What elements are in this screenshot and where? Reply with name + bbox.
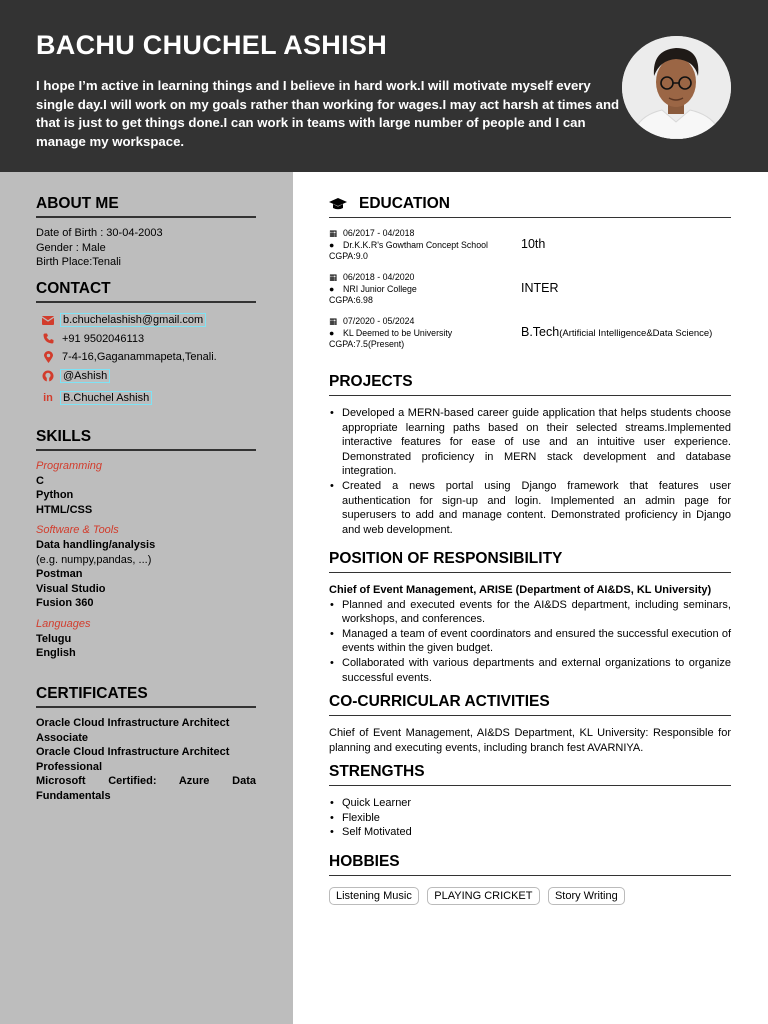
phone-icon [36,333,60,344]
skill-item: HTML/CSS [36,503,93,516]
skills-section [36,428,256,661]
software-label: Software & Tools [36,524,119,537]
map-marker-icon: ● [329,239,335,250]
skill-item: C [36,474,44,487]
edu-school: NRI Junior College [343,283,417,294]
gender-line: Gender : Male [36,241,106,254]
skill-item: Python [36,489,74,502]
languages-label: Languages [36,617,91,630]
email-row [36,311,256,330]
github-link[interactable]: @Ashish [60,369,110,383]
person-portrait-icon [622,36,731,139]
education-header [329,195,731,218]
skill-item: Visual Studio [36,582,106,595]
calendar-icon: ▦ [329,228,338,238]
cocurricular-section [329,693,731,755]
responsibility-role: Chief of Event Management, ARISE (Department of AI&DS, KL University) [329,584,712,596]
education-item [329,228,731,272]
linkedin-link[interactable]: B.Chuchel Ashish [60,391,152,405]
github-icon [36,370,60,382]
graduation-cap-icon [329,198,359,210]
github-row [36,367,256,386]
strength-item: • Quick Learner [329,796,731,811]
strength-item: • Flexible [329,811,731,826]
linkedin-row [36,389,256,408]
profile-photo [622,36,731,139]
edu-cgpa: CGPA:7.5(Present) [329,339,405,349]
projects-title: PROJECTS [329,373,731,396]
map-marker-icon: ● [329,283,335,294]
map-marker-icon [36,351,60,363]
envelope-icon [36,316,60,325]
phone-number: +91 9502046113 [62,332,145,345]
strengths-section [329,763,731,840]
edu-degree-detail: (Artificial Intelligence&Data Science) [559,328,713,339]
map-marker-icon: ● [329,327,335,338]
skill-item: Data handling/analysis [36,538,156,551]
skill-note: (e.g. numpy,pandas, ...) [36,553,152,566]
programming-label: Programming [36,460,103,472]
edu-cgpa: CGPA:6.98 [329,295,373,305]
hobby-list [329,886,731,905]
responsibility-section [329,550,731,685]
responsibility-title: POSITION OF RESPONSIBILITY [329,550,731,573]
edu-dates: 06/2017 - 04/2018 [343,228,415,238]
certificates-title: CERTIFICATES [36,685,256,708]
responsibility-item: • Collaborated with various departments and external organizations to organize successful events. [329,656,731,685]
education-section [329,195,731,360]
language-item: English [36,647,76,660]
certificate-item: Oracle Cloud Infrastructure Architect Professional [36,746,230,773]
certificate-item: Microsoft Certified: Azure Data Fundamentals [36,775,256,802]
cocurricular-title: CO-CURRICULAR ACTIVITIES [329,693,731,716]
phone-row [36,330,256,349]
education-item [329,272,731,316]
calendar-icon: ▦ [329,272,338,282]
edu-school: Dr.K.K.R's Gowtham Concept School [343,239,488,250]
about-section [36,195,256,270]
project-item: • Created a news portal using Django framework that features user authentication for sign-up and login. Implemented an admin page for superusers to add and manage content. Demonstrated proficiency in Django and web development. [329,479,731,537]
candidate-name: BACHU CHUCHEL ASHISH [36,30,388,60]
about-title: ABOUT ME [36,195,256,218]
birthplace-line: Birth Place:Tenali [36,256,121,269]
address-row [36,348,256,367]
edu-dates: 07/2020 - 05/2024 [343,316,415,326]
dob-line: Date of Birth : 30-04-2003 [36,227,163,239]
header [0,0,768,172]
hobbies-section [329,853,731,905]
skill-item: Fusion 360 [36,597,94,610]
projects-section [329,373,731,537]
education-title: EDUCATION [359,195,450,212]
edu-school: KL Deemed to be University [343,327,453,338]
certificate-item: Oracle Cloud Infrastructure Architect Associate [36,717,230,744]
certificates-section [36,685,256,804]
linkedin-icon: in [43,392,53,405]
summary-text: I hope I’m active in learning things and I believe in hard work.I will motivate myself every single day.I will work on my goals rather than working for wages.I may act harsh at times and that is just to get things done.I can work in teams with large number of people and I can manage my workspace. [36,78,620,149]
edu-degree: INTER [521,281,559,295]
hobby-tag: Story Writing [548,887,625,905]
project-item: • Developed a MERN-based career guide application that helps students choose appropriate learning paths based on their selected streams.Implemented interactive features for ease of use and an intuitive user experience. Demonstrated proficiency in MERN stack development and database integration. [329,406,731,479]
contact-section [36,280,256,408]
edu-dates: 06/2018 - 04/2020 [343,272,415,282]
skill-item: Postman [36,568,83,581]
strengths-title: STRENGTHS [329,763,731,786]
email-link[interactable]: b.chuchelashish@gmail.com [60,313,206,327]
address-text: 7-4-16,Gaganammapeta,Tenali. [62,351,217,364]
hobby-tag: PLAYING CRICKET [427,887,539,905]
strength-item: • Self Motivated [329,825,731,840]
cocurricular-text: Chief of Event Management, AI&DS Department, KL University: Responsible for planning and executing events, including branch fest AVARNIYA. [329,727,731,754]
edu-degree: 10th [521,237,546,251]
contact-title: CONTACT [36,280,256,303]
calendar-icon: ▦ [329,316,338,326]
education-item [329,316,731,360]
hobbies-title: HOBBIES [329,853,731,876]
skills-title: SKILLS [36,428,256,451]
edu-cgpa: CGPA:9.0 [329,251,368,261]
edu-degree: B.Tech [521,325,560,339]
responsibility-item: • Managed a team of event coordinators and ensured the successful execution of events within the given budget. [329,627,731,656]
responsibility-item: • Planned and executed events for the AI&DS department, including seminars, workshops, and conferences. [329,598,731,627]
language-item: Telugu [36,632,72,645]
hobby-tag: Listening Music [329,887,419,905]
